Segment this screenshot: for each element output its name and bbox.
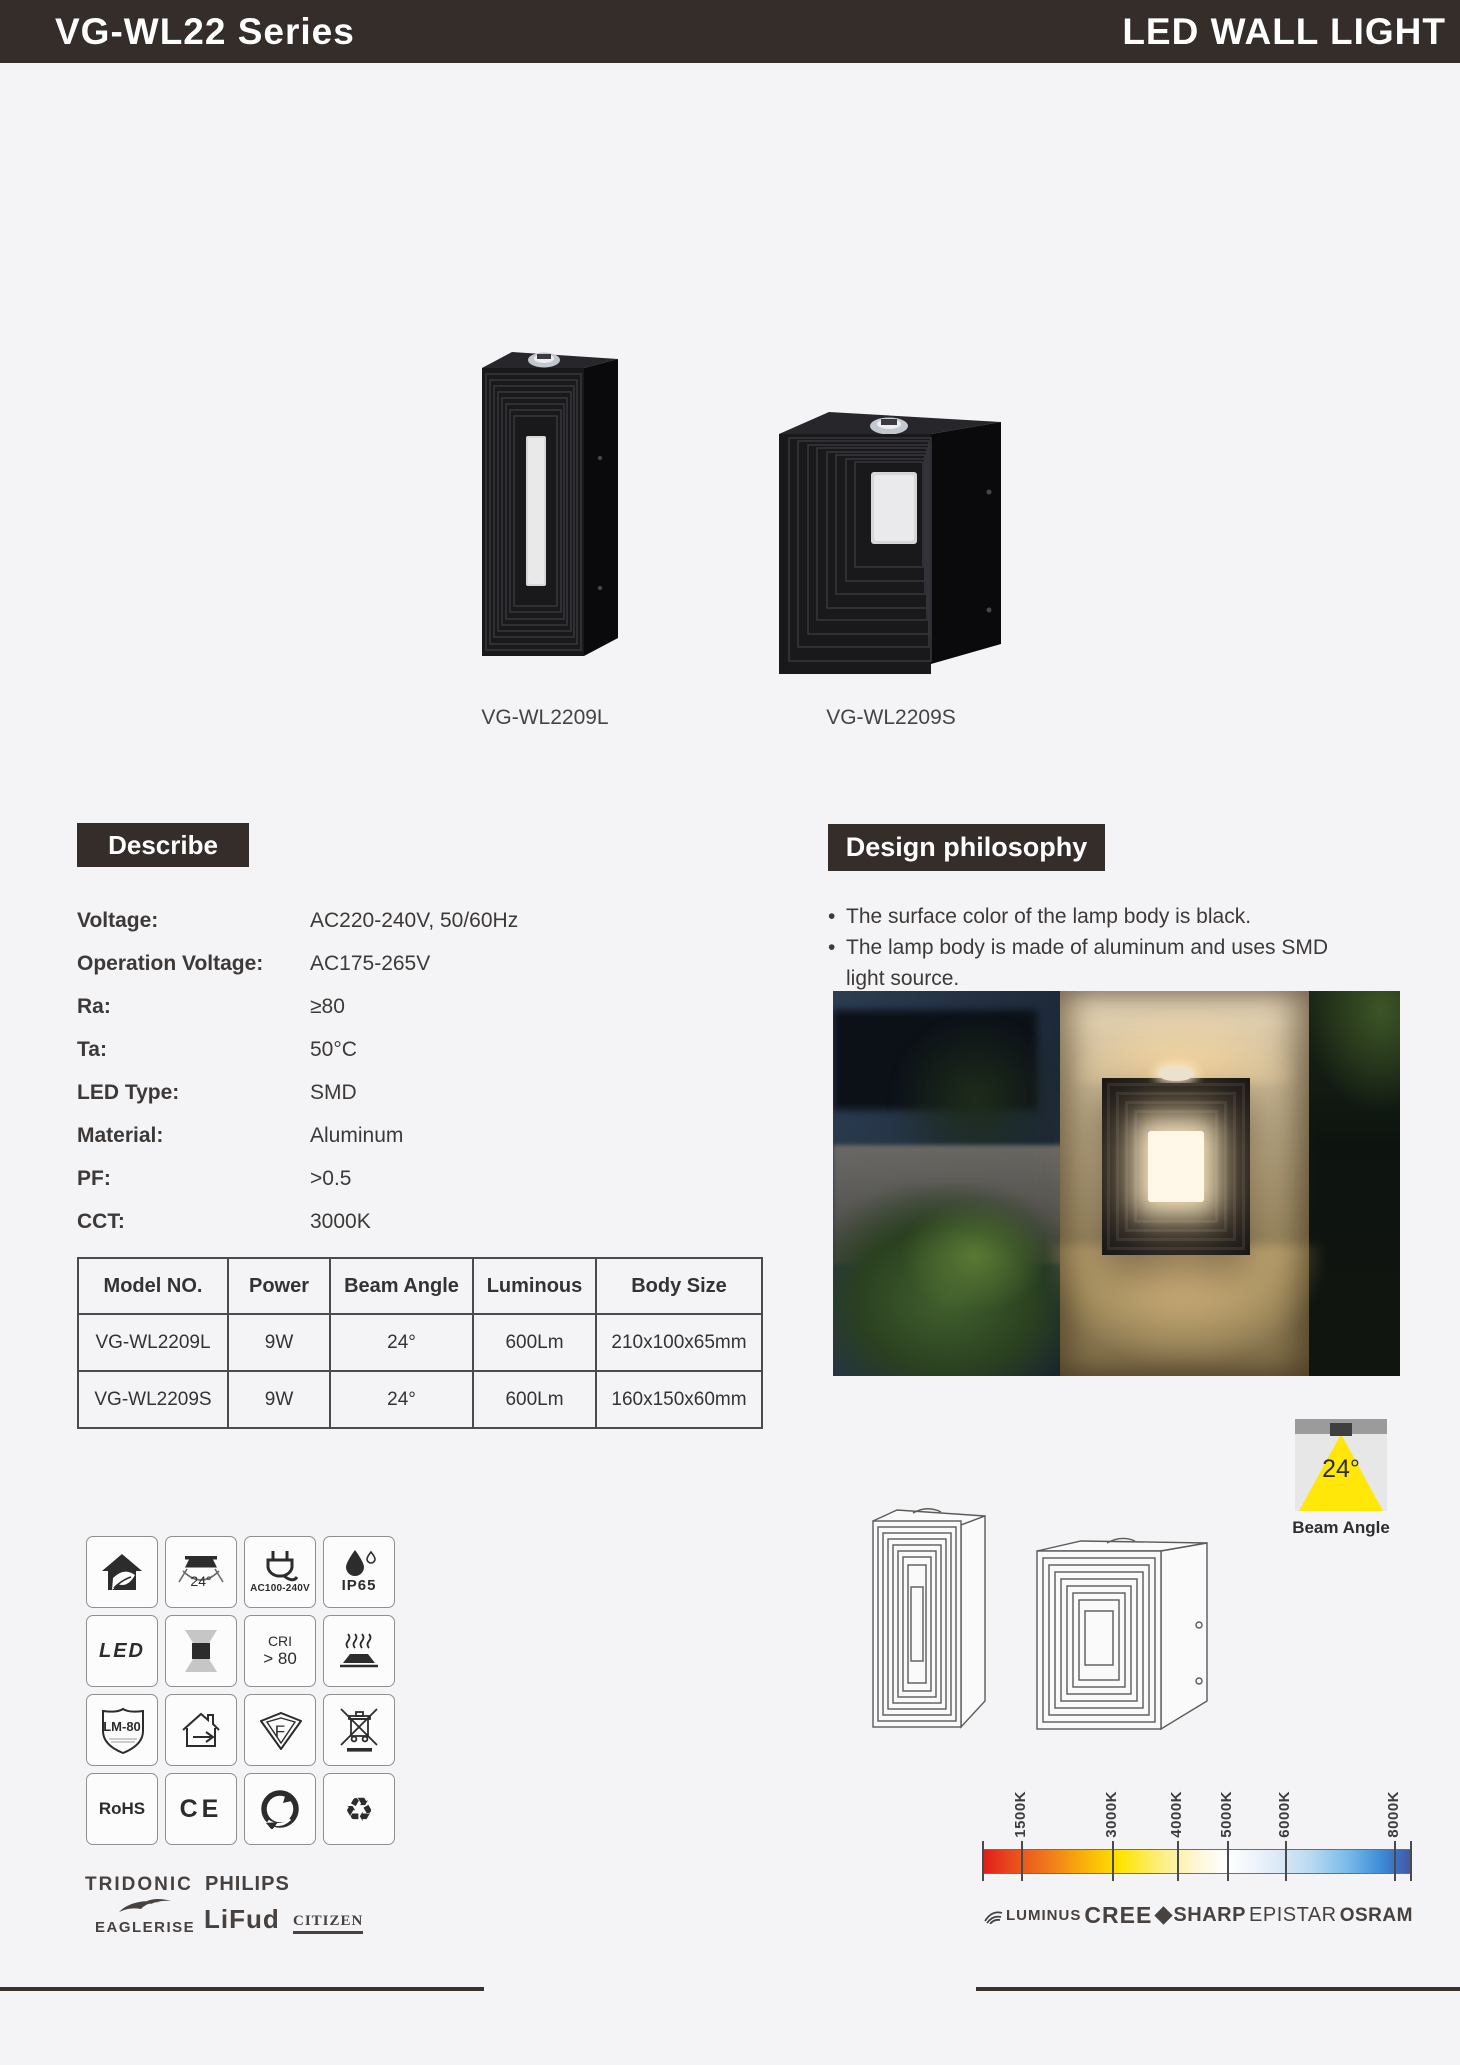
- spec-row: Material: Aluminum: [77, 1123, 404, 1147]
- ce-text: CE: [179, 1794, 223, 1823]
- cct-tick: [1112, 1841, 1114, 1881]
- cct-tick-label: 5000K: [1217, 1791, 1235, 1838]
- footer-rule-right: [976, 1987, 1460, 1991]
- lamp-lit-window: [1148, 1131, 1204, 1202]
- plug-voltage-text: AC100-240V: [250, 1582, 310, 1594]
- osram-logo: OSRAM: [1339, 1904, 1413, 1926]
- cct-tick-label: 3000K: [1103, 1791, 1121, 1838]
- beam-24-text: 24°: [190, 1572, 212, 1589]
- downlight-glow: [1048, 1245, 1320, 1361]
- cct-tick: [1177, 1841, 1179, 1881]
- describe-section-title: Describe: [77, 823, 249, 867]
- series-title: VG-WL22 Series: [55, 10, 355, 52]
- beam-angle-label: Beam Angle: [1292, 1518, 1390, 1537]
- recycle-glyph: ♻: [344, 1790, 374, 1828]
- beam-angle-widget: [1295, 1419, 1387, 1511]
- citizen-logo: CITIZEN: [293, 1913, 363, 1934]
- certification-icon-grid: [86, 1536, 395, 1845]
- dimension-drawing-long: [865, 1505, 995, 1740]
- class-f-insulation-icon: [244, 1694, 316, 1766]
- cct-tick: [1227, 1841, 1229, 1881]
- cri-text: CRI: [267, 1633, 293, 1649]
- right-plants: [1304, 991, 1400, 1114]
- header-bar: [0, 0, 1460, 63]
- design-section-title: Design philosophy: [828, 824, 1105, 871]
- mounted-wall-lamp: [1102, 1078, 1249, 1255]
- philips-logo: PHILIPS: [205, 1873, 290, 1895]
- spec-row: Ra: ≥80: [77, 994, 345, 1018]
- eaglerise-logo: EAGLERISE: [95, 1898, 195, 1936]
- lm80-icon: [86, 1694, 158, 1766]
- luminus-swoosh-icon: [983, 1908, 1003, 1924]
- lm80-text: LM-80: [103, 1718, 141, 1734]
- product-image-long: [472, 338, 618, 668]
- spec-table-header-row: Model NO. Power Beam Angle Luminous Body Size: [78, 1258, 762, 1314]
- cct-tick-label: 6000K: [1276, 1791, 1294, 1838]
- product-type-title: LED WALL LIGHT: [1122, 10, 1446, 52]
- cree-diamond-icon: [1155, 1906, 1173, 1924]
- eagle-swoosh-icon: [117, 1898, 173, 1914]
- cct-tick: [1394, 1841, 1396, 1881]
- weee-icon: [323, 1694, 395, 1766]
- cct-tick: [1285, 1841, 1287, 1881]
- lifud-logo: LiFud: [204, 1904, 280, 1934]
- sharp-logo: SHARP: [1173, 1904, 1246, 1926]
- dimension-drawing-square: [1033, 1533, 1213, 1755]
- tridonic-logo: TRIDONIC: [85, 1874, 193, 1895]
- spec-row: CCT: 3000K: [77, 1209, 371, 1233]
- luminus-logo: LUMINUS: [983, 1907, 1081, 1924]
- cct-color-scale: [983, 1790, 1411, 1886]
- spec-list: [77, 899, 597, 1243]
- ip65-text: IP65: [341, 1577, 377, 1594]
- f-insulation-text: F: [274, 1722, 286, 1741]
- spec-table-row: VG-WL2209L 9W 24° 600Lm 210x100x65mm: [78, 1314, 762, 1371]
- product-label-long: VG-WL2209L: [481, 706, 609, 729]
- epistar-logo: EPISTAR: [1249, 1904, 1337, 1926]
- spec-row: PF: >0.5: [77, 1166, 352, 1190]
- beam-angle-value: 24°: [1322, 1455, 1360, 1483]
- cct-tick: [1410, 1841, 1412, 1881]
- spec-table: [77, 1257, 763, 1429]
- recycle-icon: [323, 1773, 395, 1845]
- design-bullet: • The lamp body is made of aluminum and uses SMD light source.: [828, 936, 1329, 990]
- ce-icon: [165, 1773, 237, 1845]
- product-label-square: VG-WL2209S: [826, 706, 956, 729]
- rohs-icon: [86, 1773, 158, 1845]
- up-down-wall-light-icon: [165, 1615, 237, 1687]
- fixture-icon: [1330, 1423, 1352, 1436]
- led-icon: [86, 1615, 158, 1687]
- spec-row: Ta: 50°C: [77, 1037, 357, 1061]
- spec-row: LED Type: SMD: [77, 1080, 357, 1104]
- lamp-top-lens: [1158, 1067, 1193, 1081]
- foreground-bush: [901, 1199, 1048, 1315]
- design-bullet: • The surface color of the lamp body is black.: [828, 905, 1252, 928]
- design-bullets: [828, 901, 1338, 994]
- footer-rule-left: [0, 1987, 484, 1991]
- ip65-icon: [323, 1536, 395, 1608]
- cri-icon: [244, 1615, 316, 1687]
- cct-tick: [982, 1841, 984, 1881]
- spec-row: Voltage: AC220-240V, 50/60Hz: [77, 908, 519, 932]
- cct-tick-label: 8000K: [1385, 1791, 1403, 1838]
- led-brand-logos: [983, 1902, 1413, 1929]
- green-dot-icon: [244, 1773, 316, 1845]
- beam-24-icon: [165, 1536, 237, 1608]
- spec-table-row: VG-WL2209S 9W 24° 600Lm 160x150x60mm: [78, 1371, 762, 1428]
- eco-house-icon: [86, 1536, 158, 1608]
- led-text: LED: [99, 1639, 145, 1662]
- heat-dissipation-icon: [323, 1615, 395, 1687]
- ac-plug-icon: [244, 1536, 316, 1608]
- cct-tick: [1021, 1841, 1023, 1881]
- indoor-use-icon: [165, 1694, 237, 1766]
- application-photo: [833, 991, 1400, 1376]
- spec-row: Operation Voltage: AC175-265V: [77, 951, 431, 975]
- cri-value-text: > 80: [263, 1649, 297, 1668]
- cct-tick-label: 4000K: [1168, 1791, 1186, 1838]
- product-image-square: [769, 382, 1011, 679]
- cct-tick-label: 1500K: [1011, 1791, 1029, 1838]
- cree-logo: CREE: [1084, 1902, 1170, 1929]
- cct-gradient-bar: [983, 1849, 1411, 1874]
- rohs-text: RoHS: [98, 1799, 146, 1818]
